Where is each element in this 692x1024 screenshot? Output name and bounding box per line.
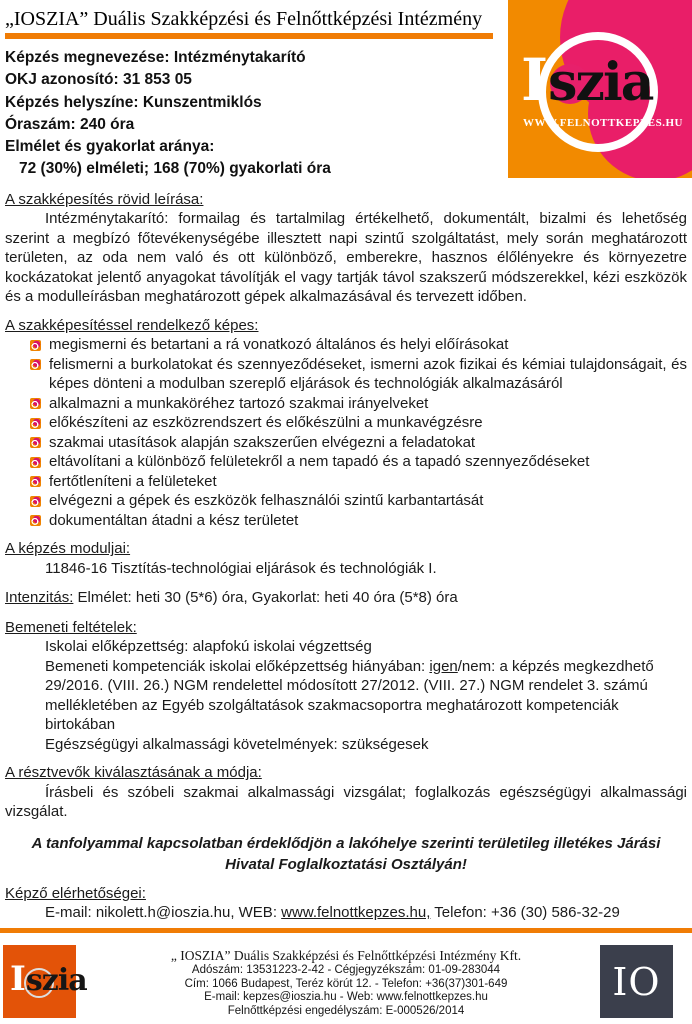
footer-address-line: Cím: 1066 Budapest, Teréz körút 12. - Telefon: +36(37)301-649 [184,977,508,990]
ioszia-bullet-icon [30,476,41,487]
logo-letters-szia: szia [548,52,653,113]
footer-divider [0,928,692,933]
entry-school-line: Iskolai előképzettség: alapfokú iskolai végzettség [45,638,372,656]
phone-number: Telefon: +36 (30) 586-32-29 [430,904,620,922]
intensity-line [5,588,687,608]
header-divider [5,33,493,39]
list-item: elvégezni a gépek és eszközök felhasználói szintű karbantartását [30,491,687,511]
list-item: felismerni a burkolatokat és szennyeződéseket, ismerni azok fizikai és kémiai tulajdonságait, és képes dönteni a modulban szereplő eljárások és technológiák alkalmazásáról [30,355,687,394]
ioszia-bullet-icon [30,359,41,370]
course-name-line: Képzés megnevezése: Intézménytakarító [5,49,306,66]
list-item: dokumentáltan átadni a kész területet [30,511,687,531]
section-heading-modules: A képzés moduljai: [5,540,131,558]
theory-practice-ratio-value: 72 (30%) elméleti; 168 (70%) gyakorlati óra [19,160,331,178]
footer-company-info [90,948,602,1018]
footer-tax-line: Adószám: 13531223-2-42 - Cégjegyzékszám: 01-09-283044 [191,964,501,976]
intensity-label: Intenzitás: [5,589,74,607]
course-location-line: Képzés helyszíne: Kunszentmiklós [5,93,262,111]
entry-competency-paragraph [45,657,687,735]
ioszia-bullet-icon [30,437,41,448]
footer-logo-wordmark [10,959,87,999]
list-item: megismerni és betartani a rá vonatkozó általános és helyi előírásokat [30,335,687,355]
list-item: alkalmazni a munkaköréhez tartozó szakmai irányelveket [30,394,687,414]
entry-competency-prefix: Bemeneti kompetenciák iskolai előképzettség hiányában: [45,657,430,675]
intensity-value: Elmélet: heti 30 (5*6) óra, Gyakorlat: heti 40 óra (5*8) óra [73,589,458,607]
ioszia-bullet-icon [30,457,41,468]
ioszia-bullet-icon [30,496,41,507]
ioszia-bullet-icon [30,340,41,351]
footer-ioszia-logo [3,945,87,1018]
email-label: E-mail: [45,904,96,922]
website-link[interactable]: www.felnottkepzes.hu, [281,904,431,922]
footer-io-letters: IO [612,959,661,1004]
list-item: fertőtleníteni a felületeket [30,472,687,492]
selection-paragraph: Írásbeli és szóbeli szakmai alkalmassági vizsgálat; foglalkozás egészségügyi alkalmassági vizsgálat. [5,783,687,821]
ioszia-bullet-icon [30,398,41,409]
entry-health-line: Egészségügyi alkalmassági követelmények: szükségesek [45,735,429,753]
entry-competency-suffix: /nem: a képzés megkezdhető 29/2016. (VIII. 26.) NGM rendelettel módosított 27/2012. (VIII. 27.) NGM rendelet 3. számú mellékletében az Egyéb szolgáltatások szakmacsoportra meghatározott kompetenciák birtokában [45,657,654,734]
job-office-notice: A tanfolyammal kapcsolatban érdeklődjön a lakóhelye szerinti területileg illetékes Járási Hivatal Foglalkoztatási Osztályán! [31,834,661,873]
list-item: szakmai utasítások alapján szakszerűen elvégezni a feladatokat [30,433,687,453]
footer-logo-letters-szia: szia [25,963,87,998]
footer-license-line: Felnőttképzési engedélyszám: E-000526/2014 [227,1004,465,1017]
list-item: előkészíteni az eszközrendszert és előkészülni a munkavégzésre [30,413,687,433]
entry-competency-yes: igen [429,657,458,675]
okj-id-line: OKJ azonosító: 31 853 05 [5,71,192,89]
section-heading-entry: Bemeneti feltételek: [5,618,137,636]
theory-practice-ratio-label: Elmélet és gyakorlat aránya: [5,138,215,156]
footer-io-logo [600,945,673,1018]
section-heading-skills: A szakképesítéssel rendelkező képes: [5,316,259,334]
contact-line [45,903,687,923]
list-item: eltávolítani a különböző felületekről a nem tapadó és a tapadó szennyeződéseket [30,452,687,472]
ioszia-bullet-icon [30,418,41,429]
module-line: 11846-16 Tisztítás-technológiai eljárások és technológiák I. [45,559,437,577]
email-address: nikolett.h@ioszia.hu [95,904,231,922]
logo-wordmark [521,46,652,114]
footer-company-name: „ IOSZIA” Duális Szakképzési és Felnőttképzési Intézmény Kft. [170,948,522,963]
logo-letter-i: I [521,46,549,114]
course-hours-line: Óraszám: 240 óra [5,115,135,133]
ioszia-bullet-icon [30,515,41,526]
section-heading-description: A szakképesítés rövid leírása: [5,190,204,208]
section-heading-contact: Képző elérhetőségei: [5,884,146,902]
ioszia-logo [508,0,692,178]
logo-website-text: WWW.FELNOTTKEPZES.HU [523,117,683,129]
section-heading-selection: A résztvevők kiválasztásának a módja: [5,764,262,782]
page-title: „IOSZIA” Duális Szakképzési és Felnőttképzési Intézmény [5,8,483,30]
web-label: , WEB: [230,904,282,922]
skills-list [5,335,687,530]
footer-logo-letter-i: I [10,959,26,999]
footer-email-web-line: E-mail: kepzes@ioszia.hu - Web: www.felnottkepzes.hu [204,991,488,1004]
description-paragraph: Intézménytakarító: formailag és tartalmilag értékelhető, dokumentált, bizalmi és lehetőség szerint a megbízó főtevékenységébe illesztett napi szintű szolgáltatást, mely során meghatározott területen, az oda nem való és ott különböző, emberekre, hasznos élőlényekre és környezetre kockázatokat jelentő anyagokat távolítják el vagy tartják távol szakszerű módszerekkel, kézi eszközök és a modulleírásban meghatározott gépek alkalmazásával és tervezett időben. [5,210,687,306]
